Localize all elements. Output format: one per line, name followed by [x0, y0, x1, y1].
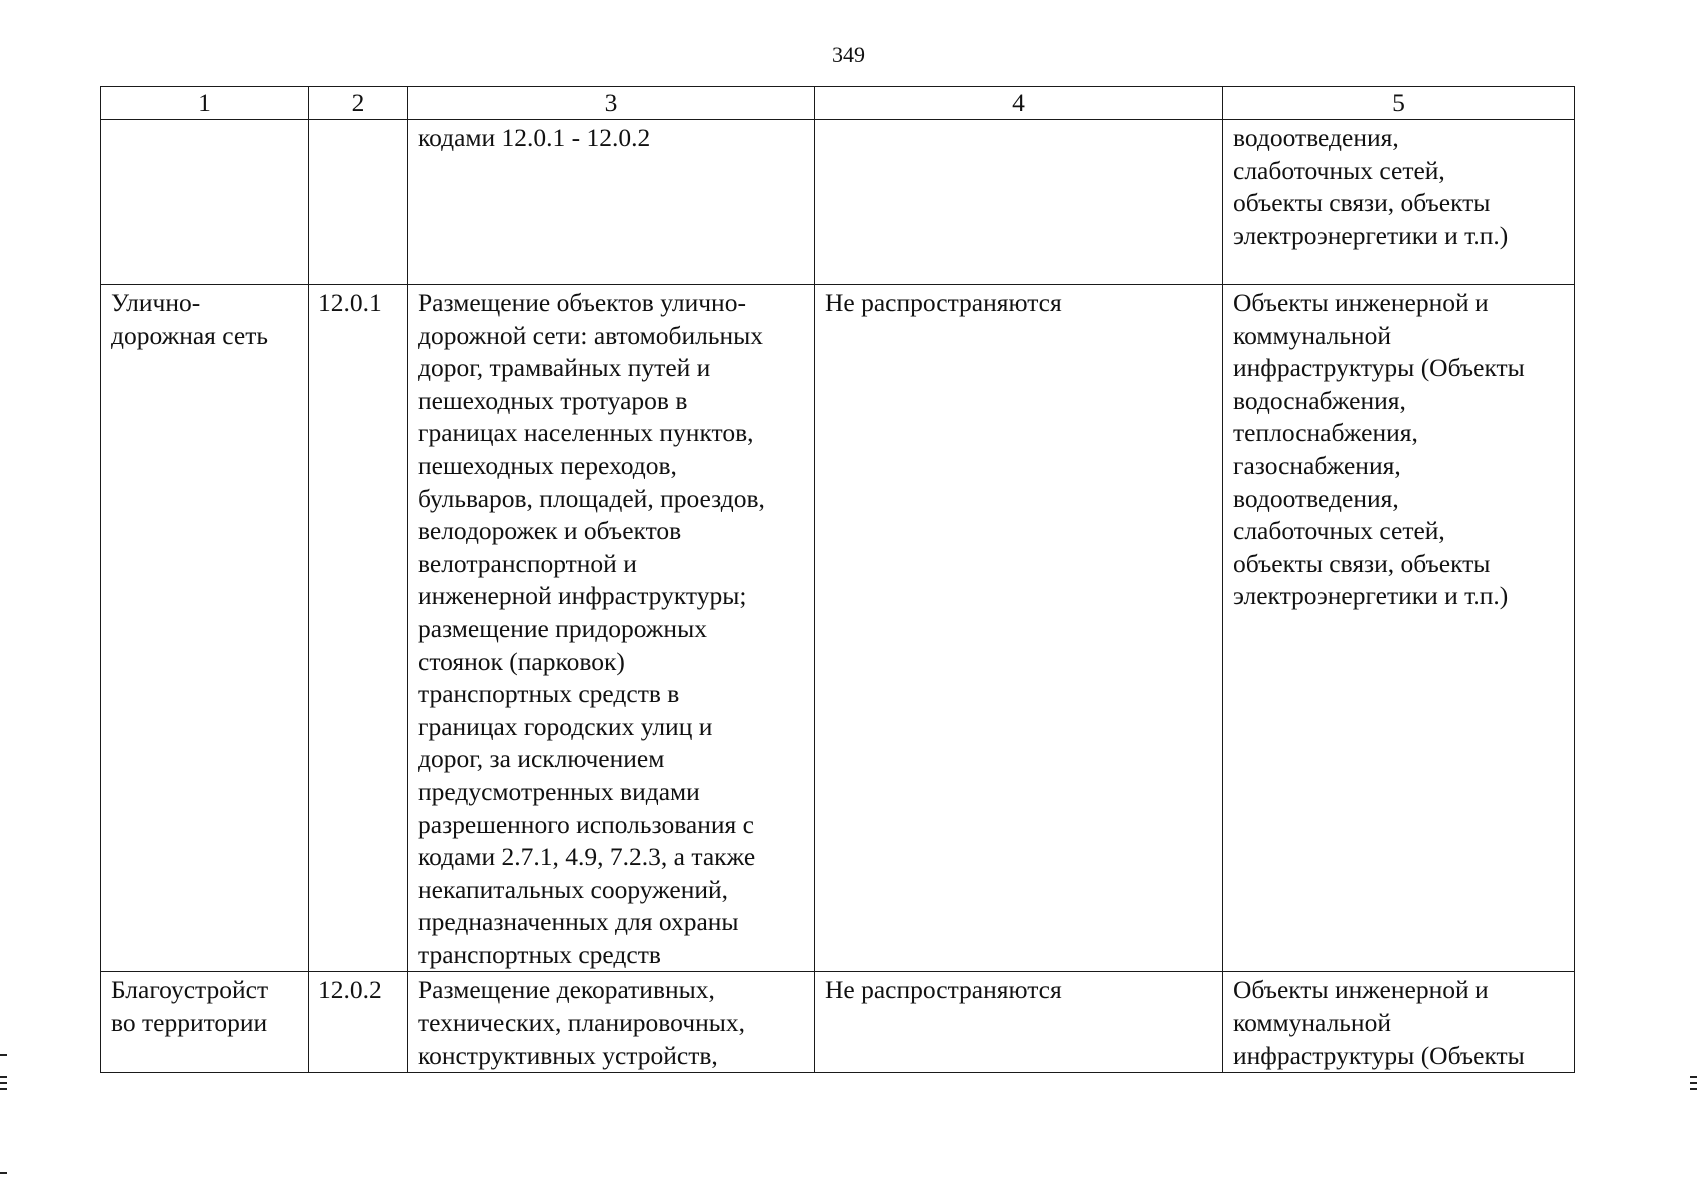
- cell-text-line: 12.0.1: [318, 288, 382, 317]
- cell-name: [101, 120, 309, 285]
- table-row-blagoustroistvo: [101, 972, 1575, 1073]
- cell-text-line: теплоснабжения,: [1233, 418, 1418, 448]
- cell-description: [408, 120, 815, 285]
- scan-mark: [1690, 1082, 1697, 1084]
- cell-text-line: дорог, за исключением: [418, 744, 665, 774]
- cell-name: [101, 972, 309, 1073]
- cell-text-line: пешеходных переходов,: [418, 450, 677, 480]
- cell-description: [408, 285, 815, 972]
- table-row-ulichno-dorozhnaya-set: [101, 285, 1575, 972]
- cell-params: [815, 285, 1223, 972]
- page-number: 349: [832, 42, 865, 67]
- cell-text-line: водоотведения,: [1233, 123, 1399, 152]
- cell-text-line: границах населенных пунктов,: [418, 418, 754, 448]
- cell-text-line: пешеходных тротуаров в: [418, 385, 688, 415]
- cell-text-line: объекты связи, объекты: [1233, 548, 1491, 578]
- cell-text-line: Не распространяются: [825, 975, 1062, 1005]
- cell-objects: [1223, 120, 1575, 285]
- cell-text-line: инженерной инфраструктуры;: [418, 581, 747, 611]
- cell-text-line: кодами 12.0.1 - 12.0.2: [418, 123, 651, 152]
- cell-params: [815, 972, 1223, 1073]
- cell-params: [815, 120, 1223, 285]
- column-header-1: 1: [101, 87, 309, 120]
- cell-text-line: водоотведения,: [1233, 483, 1399, 513]
- cell-text-line: Размещение декоративных,: [418, 975, 715, 1005]
- cell-text-line: границах городских улиц и: [418, 711, 713, 741]
- cell-text-line: некапитальных сооружений,: [418, 874, 729, 904]
- cell-text-line: Размещение объектов улично-: [418, 288, 746, 317]
- cell-text-line: Объекты инженерной и: [1233, 975, 1489, 1005]
- cell-text-line: размещение придорожных: [418, 613, 707, 643]
- cell-name: [101, 285, 309, 972]
- cell-text-line: конструктивных устройств,: [418, 1040, 718, 1070]
- cell-text-line: велотранспортной и: [418, 548, 637, 578]
- cell-text-line: дорог, трамвайных путей и: [418, 353, 711, 383]
- cell-text-line: коммунальной: [1233, 1008, 1391, 1038]
- cell-text-line: кодами 2.7.1, 4.9, 7.2.3, а также: [418, 842, 756, 872]
- cell-text-line: объекты связи, объекты: [1233, 188, 1491, 218]
- cell-text-line: газоснабжения,: [1233, 450, 1401, 480]
- scan-mark: [0, 1088, 7, 1090]
- cell-code: [309, 285, 408, 972]
- cell-description: [408, 972, 815, 1073]
- cell-text-line: транспортных средств в: [418, 679, 680, 709]
- cell-text-line: Улично-: [111, 288, 201, 317]
- cell-text-line: предназначенных для охраны: [418, 907, 739, 937]
- cell-code: [309, 972, 408, 1073]
- cell-text-line: дорожная сеть: [111, 320, 268, 350]
- table-row-continuation: [101, 120, 1575, 285]
- header-row: [101, 87, 1575, 120]
- cell-text-line: дорожной сети: автомобильных: [418, 320, 764, 350]
- scan-mark: [0, 1082, 7, 1084]
- cell-text-line: слаботочных сетей,: [1233, 516, 1445, 546]
- cell-text-line: технических, планировочных,: [418, 1008, 745, 1038]
- scan-mark: [0, 1172, 7, 1174]
- scan-mark: [0, 1076, 7, 1078]
- cell-text-line: электроэнергетики и т.п.): [1233, 220, 1509, 250]
- cell-text-line: коммунальной: [1233, 320, 1391, 350]
- column-header-2: 2: [309, 87, 408, 120]
- cell-text-line: инфраструктуры (Объекты: [1233, 1040, 1525, 1070]
- column-header-4: 4: [815, 87, 1223, 120]
- cell-text-line: Не распространяются: [825, 288, 1062, 317]
- cell-text-line: инфраструктуры (Объекты: [1233, 353, 1525, 383]
- scan-mark: [1690, 1088, 1697, 1090]
- cell-text-line: велодорожек и объектов: [418, 516, 682, 546]
- cell-text-line: во территории: [111, 1008, 268, 1038]
- scan-mark: [1690, 1076, 1697, 1078]
- cell-objects: [1223, 972, 1575, 1073]
- cell-text-line: бульваров, площадей, проездов,: [418, 483, 765, 513]
- cell-objects: [1223, 285, 1575, 972]
- scan-mark: [0, 1054, 7, 1056]
- cell-text-line: транспортных средств: [418, 939, 661, 969]
- column-header-3: 3: [408, 87, 815, 120]
- cell-text-line: слаботочных сетей,: [1233, 155, 1445, 185]
- cell-text-line: 12.0.2: [318, 975, 382, 1005]
- cell-text-line: предусмотренных видами: [418, 776, 700, 806]
- cell-text-line: Объекты инженерной и: [1233, 288, 1489, 317]
- zoning-table: [100, 86, 1575, 1073]
- column-header-5: 5: [1223, 87, 1575, 120]
- cell-text-line: стоянок (парковок): [418, 646, 625, 676]
- cell-text-line: Благоустройст: [111, 975, 269, 1005]
- cell-text-line: водоснабжения,: [1233, 385, 1406, 415]
- cell-code: [309, 120, 408, 285]
- cell-text-line: разрешенного использования с: [418, 809, 754, 839]
- cell-text-line: электроэнергетики и т.п.): [1233, 581, 1509, 611]
